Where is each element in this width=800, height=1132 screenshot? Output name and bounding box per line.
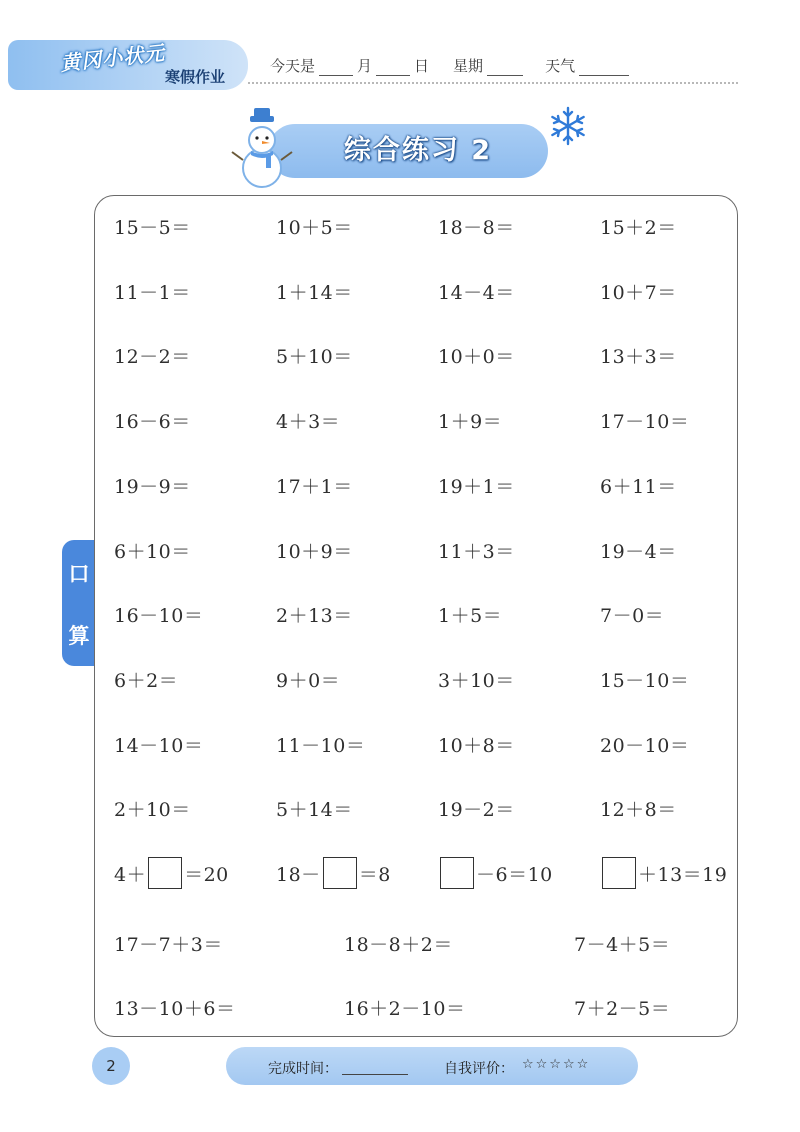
math-problem: 1＋14＝: [276, 281, 353, 304]
math-problem: 10＋7＝: [600, 281, 677, 304]
box-problem: [114, 857, 229, 889]
math-problem: 10＋5＝: [276, 217, 353, 239]
math-problem: 16－10＝: [114, 605, 204, 628]
math-problem: 10＋8＝: [438, 734, 515, 757]
math-problem: 14－10＝: [114, 734, 204, 757]
math-problem: 13＋3＝: [600, 346, 677, 369]
rating-stars[interactable]: ☆☆☆☆☆: [522, 1057, 591, 1072]
math-problem: 10＋0＝: [438, 346, 515, 369]
math-problem: 3＋10＝: [438, 669, 515, 692]
box-problem: [276, 857, 391, 889]
problem-after: ＝20: [184, 863, 229, 886]
header-divider: [248, 82, 738, 84]
math-problem: 4＋3＝: [276, 411, 341, 434]
problem-before: 4＋: [114, 863, 147, 886]
math-problem: 18－8＝: [438, 217, 515, 239]
completion-time-label: 完成时间：: [268, 1061, 338, 1077]
math-problem: 2＋13＝: [276, 605, 353, 628]
math-problem: 19－4＝: [600, 540, 677, 563]
math-problem: 15－10＝: [600, 669, 690, 692]
box-problem: [438, 857, 553, 889]
completion-time-blank[interactable]: [342, 1074, 408, 1075]
math-problem: 12－2＝: [114, 346, 191, 369]
chain-problem: 7－4＋5＝: [574, 934, 671, 956]
box-problem: [600, 857, 727, 889]
page-title: 综合练习 2: [343, 135, 493, 166]
chain-problem: 17－7＋3＝: [114, 934, 223, 956]
math-problem: 19－2＝: [438, 799, 515, 822]
math-problem: 5＋10＝: [276, 346, 353, 369]
weather-blank[interactable]: [579, 61, 629, 76]
math-problem: 2＋10＝: [114, 799, 191, 822]
math-problem: 19＋1＝: [438, 475, 515, 498]
math-problem: 12＋8＝: [600, 799, 677, 822]
problem-after: ＋13＝19: [638, 863, 728, 886]
math-problem: 17＋1＝: [276, 475, 353, 498]
math-problem: 20－10＝: [600, 734, 690, 757]
self-evaluation-label: 自我评价：: [444, 1061, 514, 1077]
math-problem: 6＋10＝: [114, 540, 191, 563]
weather-label: 天气: [545, 57, 576, 75]
chain-problem: 18－8＋2＝: [344, 934, 453, 956]
date-prefix: 今天是: [270, 57, 316, 75]
answer-box[interactable]: [323, 857, 357, 889]
math-problem: 1＋5＝: [438, 605, 503, 628]
month-blank[interactable]: [319, 61, 353, 76]
math-problem: 19－9＝: [114, 475, 191, 498]
math-problem: 11＋3＝: [438, 540, 515, 563]
snowflake-icon: [548, 106, 588, 146]
math-problem: 1＋9＝: [438, 411, 503, 434]
brand-title: 黄冈小状元: [59, 40, 167, 76]
math-problem: 9＋0＝: [276, 669, 341, 692]
day-label: 日: [414, 57, 430, 75]
math-problem: 17－10＝: [600, 411, 690, 434]
weekday-blank[interactable]: [487, 61, 523, 76]
math-problem: 10＋9＝: [276, 540, 353, 563]
date-line: [270, 55, 633, 76]
month-label: 月: [357, 57, 373, 75]
math-problem: 16－6＝: [114, 411, 191, 434]
chain-problem: 7＋2－5＝: [574, 998, 671, 1020]
chain-problem: 13－10＋6＝: [114, 998, 236, 1020]
math-problem: 15＋2＝: [600, 217, 677, 239]
math-problem: 6＋11＝: [600, 475, 677, 498]
side-tab-char-2: 算: [68, 624, 90, 648]
math-problem: 7－0＝: [600, 605, 665, 628]
answer-box[interactable]: [440, 857, 474, 889]
math-problem: 6＋2＝: [114, 669, 179, 692]
brand-subtitle: 寒假作业: [165, 68, 226, 86]
math-problem: 5＋14＝: [276, 799, 353, 822]
chain-problem: 16＋2－10＝: [344, 998, 466, 1020]
problem-after: －6＝10: [476, 863, 553, 886]
snowman-icon: [230, 108, 294, 188]
day-blank[interactable]: [376, 61, 410, 76]
page-number: 2: [92, 1047, 130, 1085]
math-problem: 11－10＝: [276, 734, 366, 757]
problem-after: ＝8: [358, 863, 391, 886]
math-problem: 15－5＝: [114, 217, 191, 239]
answer-box[interactable]: [148, 857, 182, 889]
weekday-label: 星期: [453, 57, 484, 75]
math-problem: 14－4＝: [438, 281, 515, 304]
math-problem: 11－1＝: [114, 281, 191, 304]
side-tab-char-1: 口: [68, 562, 90, 586]
problem-before: 18－: [276, 863, 321, 886]
answer-box[interactable]: [602, 857, 636, 889]
